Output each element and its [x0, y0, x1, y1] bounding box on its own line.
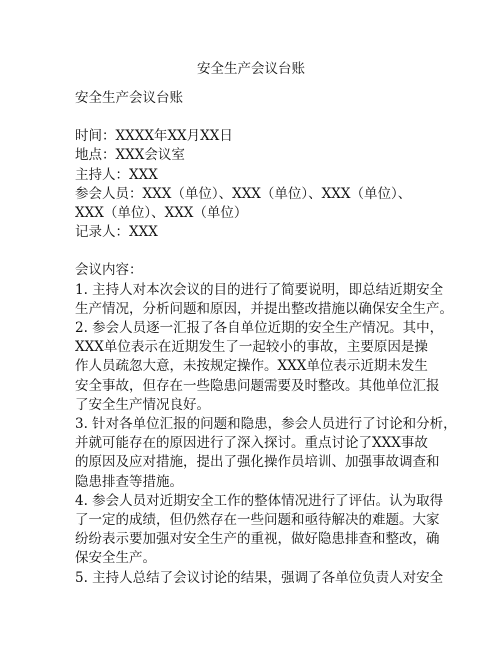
meeting-attendees-continued: XXX（单位）、XXX（单位） — [75, 205, 248, 222]
content-line: 5. 主持人总结了会议讨论的结果，强调了各单位负责人对安全 — [75, 569, 444, 586]
meeting-recorder: 记录人：XXX — [75, 224, 158, 241]
meeting-place: 地点：XXX会议室 — [75, 147, 185, 164]
content-line: 了安全生产情况良好。 — [75, 396, 210, 413]
content-line: 并就可能存在的原因进行了深入探讨。重点讨论了XXX事故 — [75, 435, 428, 452]
page-title: 安全生产会议台账 — [197, 61, 305, 77]
content-heading: 会议内容： — [75, 262, 143, 279]
blank-line — [75, 108, 437, 127]
content-line: 生产情况，分析问题和原因，并提出整改措施以确保安全生产。 — [75, 300, 453, 317]
content-line: 的原因及应对措施，提出了强化操作员培训、加强事故调查和 — [75, 454, 440, 471]
content-line: 2. 参会人员逐一汇报了各自单位近期的安全生产情况。其中， — [75, 320, 444, 337]
content-line: 了一定的成绩，但仍然存在一些问题和亟待解决的难题。大家 — [75, 512, 440, 529]
content-line: 保安全生产。 — [75, 550, 156, 567]
meeting-attendees: 参会人员：XXX（单位）、XXX（单位）、XXX（单位）、 — [75, 185, 412, 202]
content-line: 作人员疏忽大意，未按规定操作。XXX单位表示近期未发生 — [75, 358, 428, 375]
blank-line — [75, 242, 437, 261]
content-line: 隐患排查等措施。 — [75, 473, 183, 490]
meeting-host: 主持人：XXX — [75, 166, 158, 183]
content-line: 安全事故，但存在一些隐患问题需要及时整改。其他单位汇报 — [75, 377, 440, 394]
content-line: 4. 参会人员对近期安全工作的整体情况进行了评估。认为取得 — [75, 492, 444, 509]
meeting-time: 时间：XXXX年XX月XX日 — [75, 128, 233, 145]
content-line: 1. 主持人对本次会议的目的进行了简要说明，即总结近期安全 — [75, 281, 444, 298]
content-line: 3. 针对各单位汇报的问题和隐患，参会人员进行了讨论和分析， — [75, 416, 457, 433]
content-line: XXX单位表示在近期发生了一起较小的事故，主要原因是操 — [75, 339, 428, 356]
document-subtitle: 安全生产会议台账 — [75, 90, 183, 106]
document-body — [75, 89, 457, 588]
content-line: 纷纷表示要加强对安全生产的重视，做好隐患排查和整改，确 — [75, 531, 440, 548]
